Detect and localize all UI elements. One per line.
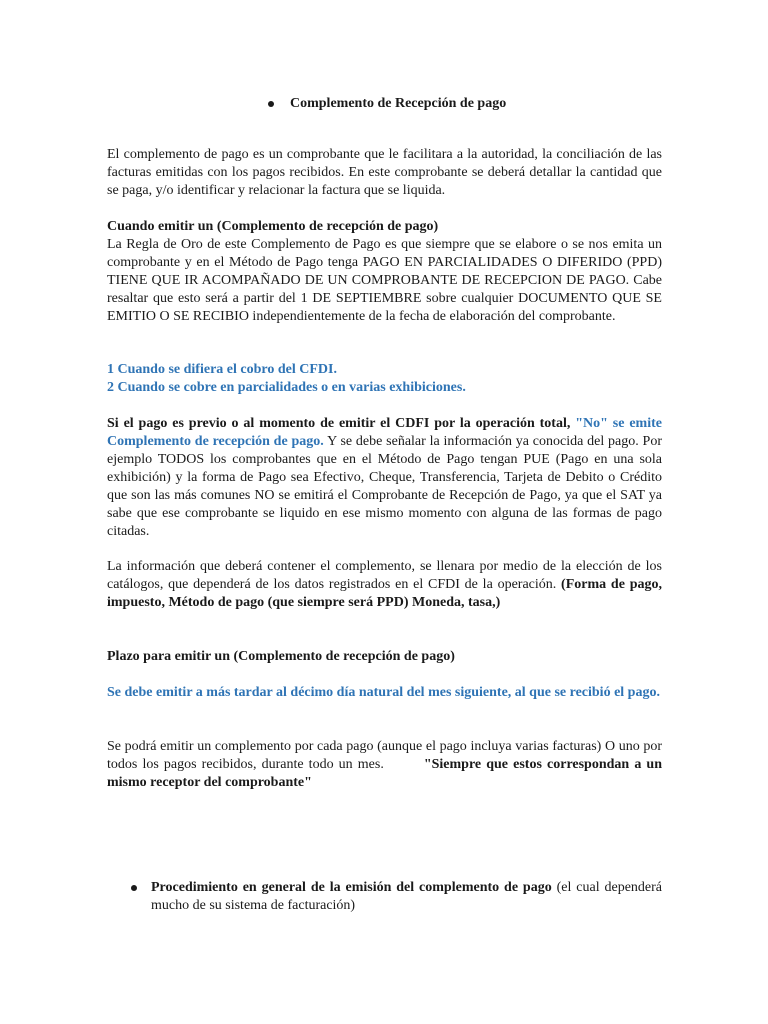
emision-text: Se podrá emitir un complemento por cada pago (aunque el pago incluya varias facturas) O uno por todos los pagos recibidos, durante todo un mes. bbox=[107, 739, 662, 772]
plazo-title: Plazo para emitir un (Complemento de recepción de pago) bbox=[107, 649, 455, 664]
case-item-1: 1 Cuando se difiera el cobro del CFDI. bbox=[107, 362, 337, 377]
previo-bold-text: Si el pago es previo o al momento de emitir el CDFI por la operación total, bbox=[107, 416, 576, 431]
procedimiento-paragraph bbox=[151, 879, 662, 915]
emision-bold-text: "Siempre que estos correspondan a un mismo receptor del comprobante" bbox=[107, 757, 662, 790]
intro-paragraph: El complemento de pago es un comprobante que le facilitara a la autoridad, la conciliación de las facturas emitidas con los pagos recibidos. En este comprobante se deberá detallar la cantidad que se paga, y/o identificar y relacionar la factura que se liquida. bbox=[107, 147, 662, 198]
page-title: Complemento de Recepción de pago bbox=[290, 96, 507, 111]
previo-no-emite-text: "No" se emite Complemento de recepción de pago. bbox=[107, 416, 662, 449]
procedimiento-rest-text: (el cual dependerá mucho de su sistema de facturación) bbox=[151, 880, 662, 913]
informacion-paragraph bbox=[107, 558, 662, 612]
heading-bullet-row bbox=[268, 95, 506, 113]
procedimiento-bullet-row bbox=[131, 879, 662, 915]
procedimiento-bold-text: Procedimiento en general de la emisión del complemento de pago bbox=[151, 880, 552, 895]
cuando-title: Cuando emitir un (Complemento de recepción de pago) bbox=[107, 219, 439, 234]
previo-rest-text: Y se debe señalar la información ya conocida del pago. Por ejemplo TODOS los comprobantes que en el Método de Pago tengan PUE (Pago en una sola exhibición) y la forma de Pago sea Efectivo, Cheque, Transferencia, Tarjeta de Debito o Crédito que son las más comunes NO se emitirá el Comprobante de Recepción de Pago, ya que el SAT ya sabe que ese comprobante se liquido en ese mismo momento con alguna de las formas de pago citadas. bbox=[107, 434, 662, 539]
previo-paragraph bbox=[107, 415, 662, 541]
cuando-paragraph: La Regla de Oro de este Complemento de Pago es que siempre que se elabore o se nos emita un comprobante y en el Método de Pago tenga PAGO EN PARCIALIDADES O DIFERIDO (PPD) TIENE QUE IR ACOMPAÑADO DE UN COMPROBANTE DE RECEPCION DE PAGO. Cabe resaltar que esto será a partir del 1 DE SEPTIEMBRE sobre cualquier DOCUMENTO QUE SE EMITIO O SE RECIBIO independientemente de la fecha de elaboración del comprobante. bbox=[107, 237, 662, 324]
bullet-icon bbox=[131, 885, 137, 891]
emision-paragraph bbox=[107, 738, 662, 792]
case-item-2: 2 Cuando se cobre en parcialidades o en varias exhibiciones. bbox=[107, 380, 466, 395]
informacion-bold-text: (Forma de pago, impuesto, Método de pago (que siempre será PPD) Moneda, tasa,) bbox=[107, 577, 662, 610]
bullet-icon bbox=[268, 101, 274, 107]
plazo-paragraph: Se debe emitir a más tardar al décimo día natural del mes siguiente, al que se recibió el pago. bbox=[107, 685, 660, 700]
informacion-text: La información que deberá contener el complemento, se llenara por medio de la elección de los catálogos, que dependerá de los datos registrados en el CFDI de la operación. bbox=[107, 559, 662, 592]
